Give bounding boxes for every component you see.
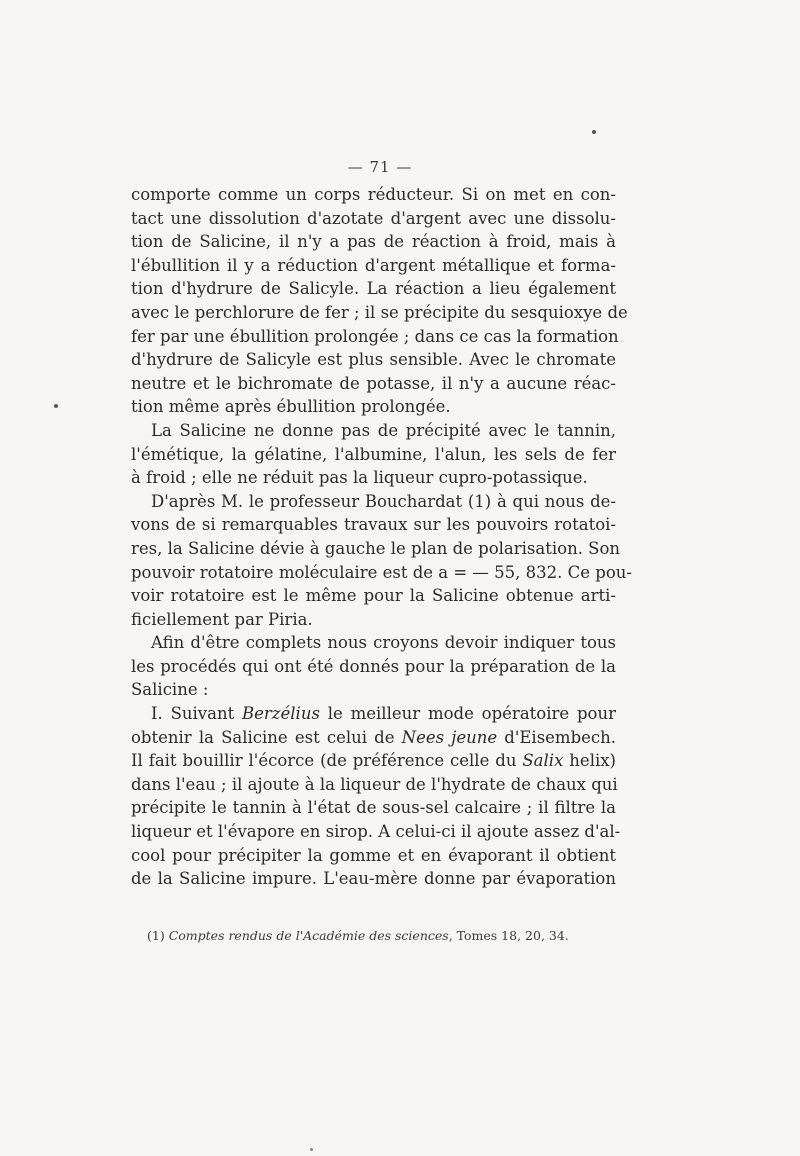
body-text: [131, 183, 632, 891]
text-fragment: obtenir la Salicine est celui de: [131, 727, 402, 747]
text-line: [131, 749, 616, 773]
text-fragment: le meilleur mode opératoire pour: [319, 704, 616, 724]
text-line: les procédés qui ont été donnés pour la préparation de la: [131, 656, 616, 676]
text-line: comporte comme un corps réducteur. Si on met en con-: [131, 185, 616, 204]
text-line: tion même après ébullition prolongée.: [131, 397, 451, 417]
text-line: cool pour précipiter la gomme et en évaporant il obtient: [131, 845, 616, 865]
italic-term: Nees jeune: [401, 727, 498, 747]
scan-speck: [592, 130, 596, 134]
page-number: — 71 —: [347, 158, 413, 176]
text-line: neutre et le bichromate de potasse, il n'y a aucune réac-: [131, 373, 616, 393]
footnote-title: Comptes rendus de l'Académie des sciences: [168, 928, 449, 943]
text-line: ficiellement par Piria.: [131, 609, 313, 629]
text-line: [131, 702, 616, 726]
text-line: à froid ; elle ne réduit pas la liqueur cupro-potassique.: [131, 468, 588, 488]
text-line: d'hydrure de Salicyle est plus sensible. Avec le chromate: [131, 350, 616, 370]
footnote: [147, 928, 569, 943]
text-line: Afin d'être complets nous croyons devoir indiquer tous: [151, 633, 616, 653]
italic-term: Salix: [522, 751, 564, 771]
scan-speck: [54, 404, 58, 408]
text-line: tion de Salicine, il n'y a pas de réaction à froid, mais à: [131, 232, 616, 252]
text-line: tion d'hydrure de Salicyle. La réaction a lieu également: [131, 279, 616, 299]
text-line: Salicine :: [131, 680, 209, 700]
text-line: l'émétique, la gélatine, l'albumine, l'alun, les sels de fer: [131, 444, 616, 464]
footnote-rest: , Tomes 18, 20, 34.: [448, 928, 569, 943]
text-line: voir rotatoire est le même pour la Salicine obtenue arti-: [131, 586, 616, 606]
text-fragment: I. Suivant: [151, 704, 243, 724]
text-fragment: Il fait bouillir l'écorce (de préférence celle du: [131, 751, 523, 771]
text-line: La Salicine ne donne pas de précipité avec le tannin,: [151, 420, 616, 440]
scan-speck: [310, 1148, 313, 1151]
text-fragment: helix): [563, 751, 616, 771]
text-line: pouvoir rotatoire moléculaire est de a = — 55, 832. Ce pou-: [131, 562, 632, 582]
text-line: de la Salicine impure. L'eau-mère donne par évaporation: [131, 869, 616, 889]
italic-term: Berzélius: [242, 704, 320, 724]
text-line: dans l'eau ; il ajoute à la liqueur de l'hydrate de chaux qui: [131, 774, 618, 794]
text-line: avec le perchlorure de fer ; il se précipite du sesquioxye de: [131, 302, 628, 322]
text-fragment: d'Eisembech.: [497, 727, 617, 747]
text-line: précipite le tannin à l'état de sous-sel calcaire ; il filtre la: [131, 798, 616, 818]
text-line: D'après M. le professeur Bouchardat (1) à qui nous de-: [151, 491, 616, 511]
text-line: vons de si remarquables travaux sur les pouvoirs rotatoi-: [131, 515, 616, 535]
footnote-marker: (1): [147, 928, 165, 943]
text-line: tact une dissolution d'azotate d'argent avec une dissolu-: [131, 208, 616, 228]
text-line: fer par une ébullition prolongée ; dans ce cas la formation: [131, 326, 619, 346]
text-line: liqueur et l'évapore en sirop. A celui-ci il ajoute assez d'al-: [131, 822, 621, 842]
text-line: l'ébullition il y a réduction d'argent métallique et forma-: [131, 255, 616, 275]
text-line: [131, 726, 616, 750]
text-line: res, la Salicine dévie à gauche le plan de polarisation. Son: [131, 538, 621, 558]
